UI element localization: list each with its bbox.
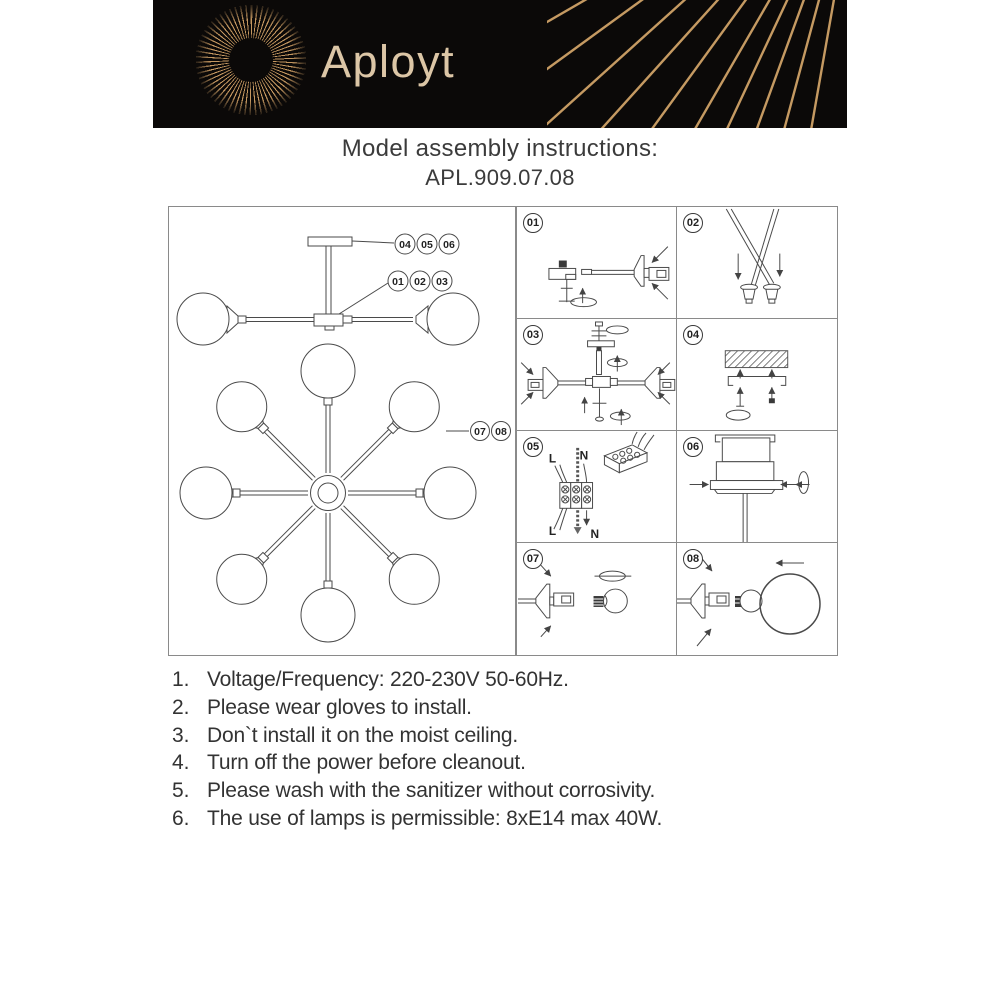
step-02-label: 02 (686, 217, 700, 229)
model-number: APL.909.07.08 (425, 165, 575, 190)
instruction-number: 2. (172, 695, 190, 719)
light-bulb (594, 589, 628, 613)
step-panel-01 (517, 207, 677, 319)
callout-02: 02 (414, 276, 426, 288)
step-01-label: 01 (526, 217, 540, 229)
chandelier-drawing (169, 207, 515, 655)
step-panel-02 (677, 207, 837, 319)
callout-plate-parts (395, 234, 459, 254)
callout-06: 06 (443, 239, 455, 251)
instruction-item (170, 696, 850, 724)
label-neutral-bottom: N (590, 527, 600, 542)
step-number-badge (523, 549, 543, 569)
step-number-badge (683, 325, 703, 345)
label-neutral-top: N (579, 448, 589, 463)
instruction-item (170, 668, 850, 696)
step-panel-05 (517, 431, 677, 543)
side-view (177, 237, 479, 345)
assembly-steps-grid (516, 206, 838, 656)
step-panel-07 (517, 543, 677, 655)
instruction-text: Please wear gloves to install. (207, 695, 472, 719)
step-07-label: 07 (526, 553, 540, 565)
callout-arm-parts (471, 422, 511, 441)
step-number-badge (523, 437, 543, 457)
step-number-badge (523, 213, 543, 233)
safety-instructions-list (170, 668, 850, 835)
step-panel-03 (517, 319, 677, 431)
instruction-number: 4. (172, 751, 190, 775)
callout-hub-parts (388, 271, 452, 291)
instruction-item (170, 807, 850, 835)
instruction-number: 6. (172, 806, 190, 830)
label-live-bottom: L (548, 524, 557, 539)
step-06-label: 06 (686, 441, 700, 453)
callout-01: 01 (392, 276, 404, 288)
instruction-text: Turn off the power before cleanout. (207, 751, 526, 775)
top-view (180, 344, 511, 642)
instruction-text: The use of lamps is permissible: 8xE14 max 40W. (207, 806, 663, 830)
step-number-badge (523, 325, 543, 345)
instruction-item (170, 724, 850, 752)
instruction-item (170, 751, 850, 779)
step-04-label: 04 (686, 329, 700, 341)
callout-03: 03 (436, 276, 448, 288)
instruction-number: 5. (172, 779, 190, 803)
instruction-text: Voltage/Frequency: 220-230V 50-60Hz. (207, 668, 569, 691)
callout-05: 05 (421, 239, 433, 251)
terminal-block-3d (604, 432, 654, 473)
chandelier-diagram (168, 206, 516, 656)
instruction-text: Don`t install it on the moist ceiling. (207, 723, 519, 747)
instruction-number: 1. (172, 668, 190, 691)
instruction-item (170, 779, 850, 807)
brand-header (153, 0, 847, 128)
step-08-label: 08 (686, 553, 700, 565)
step-number-badge (683, 549, 703, 569)
callout-08: 08 (495, 426, 507, 438)
brand-name: Aployt (321, 36, 456, 87)
step-panel-06 (677, 431, 837, 543)
glass-globe (760, 574, 820, 634)
sunburst-center (229, 38, 273, 82)
light-bulb (735, 590, 762, 612)
step-number-badge (683, 213, 703, 233)
step-05-label: 05 (526, 441, 540, 453)
callout-04: 04 (399, 239, 411, 251)
step-03-label: 03 (526, 329, 540, 341)
step-panel-04 (677, 319, 837, 431)
instruction-number: 3. (172, 723, 190, 747)
corner-rays-decoration (547, 0, 847, 128)
step-number-badge (683, 437, 703, 457)
callout-07: 07 (474, 426, 486, 438)
step-panel-08 (677, 543, 837, 655)
page-title: Model assembly instructions: (341, 135, 659, 162)
label-live-top: L (548, 451, 557, 466)
instruction-text: Please wash with the sanitizer without corrosivity. (207, 779, 656, 803)
